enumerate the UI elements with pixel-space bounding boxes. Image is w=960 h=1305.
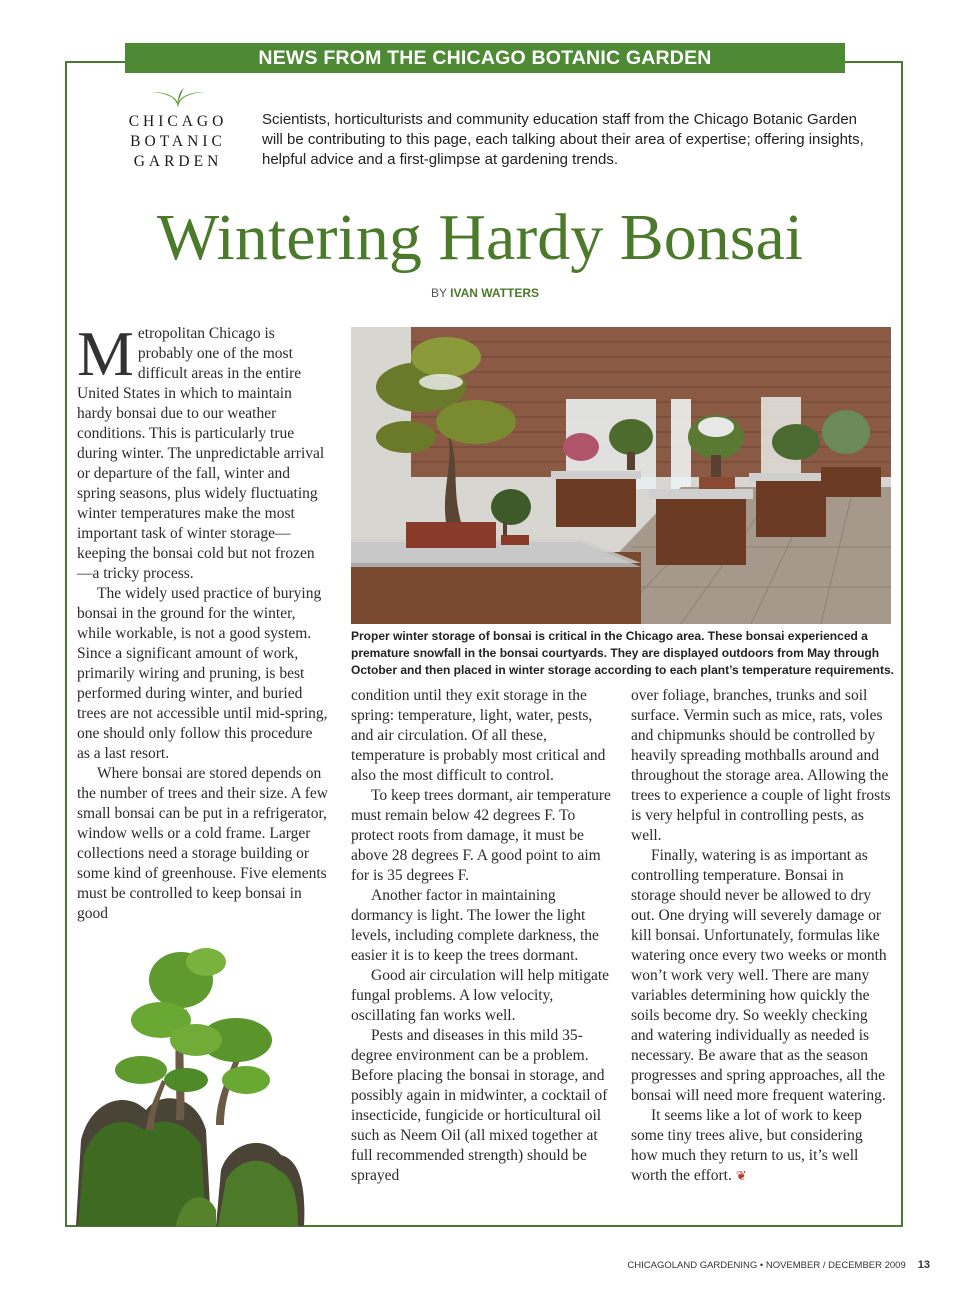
article-column-1 (77, 318, 329, 924)
article-paragraph: Good air circulation will help mitigate fungal problems. A low velocity, oscillating fan works well. (351, 967, 610, 1024)
drop-cap: M (77, 318, 134, 389)
article-paragraph (631, 1106, 891, 1186)
bonsai-rock-illustration (66, 940, 316, 1226)
paragraph-text: It seems like a lot of work to keep some tiny trees alive, but considering how much they return to us, it’s well worth the effort. (631, 1107, 863, 1184)
page-footer (627, 1259, 930, 1271)
article-paragraph: Finally, watering is as important as controlling temperature. Bonsai in storage should never be allowed to dry out. One drying will severely damage or kill bonsai. Unfortunately, formulas like watering once every two weeks or month won’t work very well. There are many variables determining how quickly the soils become dry. So weekly checking and watering individually as needed is necessary. Be aware that as the season progresses and spring approaches, all the bonsai will need more frequent watering. (631, 847, 887, 1104)
chicago-botanic-garden-logo (122, 86, 234, 172)
end-of-article-icon: ❦ (735, 1168, 747, 1183)
section-banner: NEWS FROM THE CHICAGO BOTANIC GARDEN (125, 43, 845, 73)
byline-author: IVAN WATTERS (450, 286, 540, 300)
article-paragraph: The widely used practice of burying bonsai in the ground for the winter, while workable, is not a good system. Since a significant amount of work, primarily wiring and pruning, is best performed during winter, and buried trees are not accessible until mid-spring, one should only follow this procedure as a last resort. (77, 585, 328, 762)
leaf-logo-icon (148, 86, 208, 110)
bonsai-courtyard-image (351, 327, 891, 624)
logo-word-2: BOTANIC (130, 133, 226, 150)
article-paragraph: Where bonsai are stored depends on the number of trees and their size. A few small bonsai can be put in a refrigerator, window wells or a cold frame. Larger collections need a storage building or some kind of greenhouse. Five elements must be controlled to keep bonsai in good (77, 765, 328, 922)
article-paragraph: To keep trees dormant, air temperature must remain below 42 degrees F. To protect roots from damage, it must be above 28 degrees F. A good point to aim for is 35 degrees F. (351, 787, 611, 884)
bonsai-on-rock-image (66, 940, 316, 1226)
article-paragraph: condition until they exit storage in the spring: temperature, light, water, pests, and air circulation. Of all these, temperature is probably most critical and also the most difficult to control. (351, 687, 606, 784)
article-paragraph: Another factor in maintaining dormancy is light. The lower the light levels, including complete darkness, the easier it is to keep the trees dormant. (351, 887, 599, 964)
article-column-2 (351, 686, 611, 1186)
paragraph-text: etropolitan Chicago is probably one of the most difficult areas in the entire United States in which to maintain hardy bonsai due to our weather conditions. This is particularly true during winter. The unpredictable arrival or departure of the fall, winter and spring seasons, plus widely fluctuating winter temperatures make the most important task of winter storage—keeping the bonsai cold but not frozen—a tricky process. (77, 325, 325, 582)
article-title: Wintering Hardy Bonsai (156, 201, 804, 274)
article-paragraph (77, 318, 329, 584)
article-column-3 (631, 686, 891, 1186)
logo-word-1: CHICAGO (128, 113, 228, 130)
photo-caption: Proper winter storage of bonsai is critical in the Chicago area. These bonsai experienced a premature snowfall in the bonsai courtyards. They are displayed outdoors from May through October and then placed in winter storage according to each plant’s temperature requirements. (351, 629, 895, 677)
page-number: 13 (917, 1259, 930, 1271)
logo-word-3: GARDEN (133, 153, 223, 170)
footer-publication: CHICAGOLAND GARDENING • NOVEMBER / DECEMBER 2009 (627, 1260, 906, 1271)
bonsai-courtyard-photo (351, 327, 891, 624)
article-paragraph: over foliage, branches, trunks and soil surface. Vermin such as mice, rats, voles and chipmunks should be controlled by heavily spreading mothballs around and throughout the storage area. Allowing the trees to experience a couple of light frosts is very helpful in controlling pests, as well. (631, 687, 891, 844)
article-paragraph: Pests and diseases in this mild 35-degree environment can be a problem. Before placing the bonsai in storage, and possibly again in midwinter, a cocktail of insecticide, fungicide or horticultural oil such as Neem Oil (all mixed together at full recommended strength) should be sprayed (351, 1027, 608, 1184)
byline-prefix: BY (430, 286, 447, 300)
byline (0, 286, 960, 300)
intro-paragraph: Scientists, horticulturists and community education staff from the Chicago Botanic Garden will be contributing to this page, each talking about their area of expertise; offering insights, helpful advice and a first-glimpse at gardening trends. (262, 111, 864, 168)
